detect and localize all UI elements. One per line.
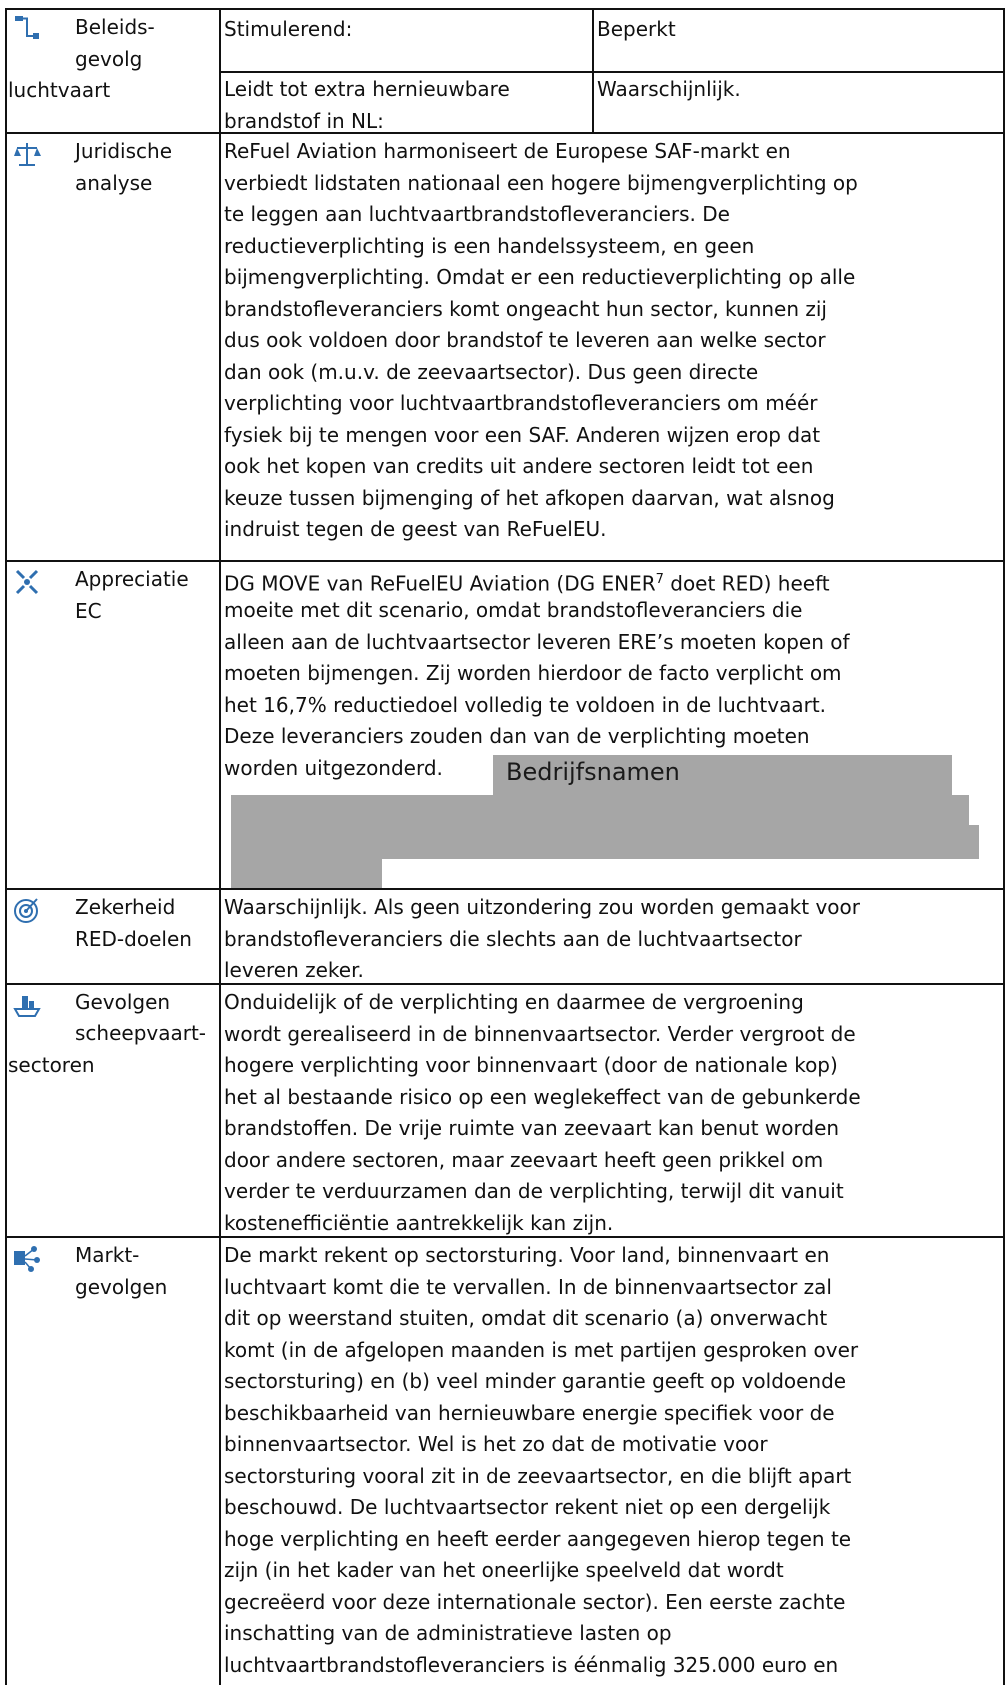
cell-stimulerend-value: Beperkt bbox=[597, 17, 676, 41]
footnote-marker: 7 bbox=[655, 572, 664, 587]
gevolgen-text: Onduidelijk of de verplichting en daarmee de vergroening wordt gerealiseerd in de binnenvaartsector. Verder vergroot de hogere verplichting voor binnenvaart (door de nationale kop) het al bestaande risico op een weglekeffect van de gebunkerde brandstoffen. De vrije ruimte van zeevaart kan benut worden door andere sectoren, maar zeevaart heeft geen prikkel om verder te verduurzamen dan de verplichting, terwijl dit vanuit kostenefficiëntie aantrekkelijk kan zijn. bbox=[224, 990, 861, 1235]
appreciatie-text: moeite met dit scenario, omdat brandstofleveranciers die alleen aan de luchtvaartsector leveren ERE’s moeten kopen of moeten bijmengen. Zij worden hierdoor de facto verplicht om het 16,7% reductiedoel volledig te voldoen in de luchtvaart. Deze leveranciers zouden dan van de verplichting moeten bbox=[224, 598, 850, 748]
ship-icon bbox=[13, 991, 41, 1019]
row-label-appreciatie: Appreciatie EC bbox=[75, 567, 189, 623]
row-label-juridisch: Juridische analyse bbox=[75, 139, 173, 195]
column-border bbox=[592, 8, 594, 133]
flow-icon bbox=[13, 14, 41, 42]
row-border bbox=[5, 8, 1005, 10]
appreciatie-last-line: worden uitgezonderd. bbox=[224, 756, 443, 780]
row-border bbox=[5, 888, 1005, 890]
cell-extra-brandstof-value: Waarschijnlijk. bbox=[597, 77, 741, 101]
network-icon bbox=[13, 1244, 41, 1272]
target-icon bbox=[13, 896, 41, 924]
redaction-block bbox=[231, 795, 969, 825]
markt-text: De markt rekent op sectorsturing. Voor land, binnenvaart en luchtvaart komt die te vervallen. In de binnenvaartsector zal dit op weerstand stuiten, omdat dit scenario (a) onverwacht komt (in de afgelopen maanden is met partijen gesproken over sectorsturing) en (b) veel minder garantie geeft op voldoende beschikbaarheid van hernieuwbare energie specifiek voor de binnenvaartsector. Wel is het zo dat de motivatie voor sectorsturing vooral zit in de zeevaartsector, en die blijft apart beschouwd. De luchtvaartsector rekent niet op een dergelijk hoge verplichting en heeft eerder aangegeven hierop tegen te zijn (in het kader van het oneerlijke speelveld dat wordt gecreëerd voor deze internationale sector). Een eerste zachte inschatting van de administratieve lasten op luchtvaartbrandstofleveranciers is éénmalig 325.000 euro en bbox=[224, 1243, 859, 1677]
row-border bbox=[5, 560, 1005, 562]
row-label-gevolgen-3: sectoren bbox=[8, 1053, 95, 1077]
redaction-block bbox=[231, 825, 979, 859]
cell-extra-brandstof-label: Leidt tot extra hernieuwbare brandstof in NL: bbox=[224, 77, 510, 133]
juridisch-text: ReFuel Aviation harmoniseert de Europese SAF-markt en verbiedt lidstaten nationaal een hogere bijmengverplichting op te leggen aan luchtvaartbrandstofleveranciers. De reductieverplichting is een handelssysteem, en geen bijmengverplichting. Omdat er een reductieverplichting op alle brandstofleveranciers komt ongeacht hun sector, kunnen zij dus ook voldoen door brandstof te leveren aan welke sector dan ook (m.u.v. de zeevaartsector). Dus geen directe verplichting voor luchtvaartbrandstofleveranciers om méér fysiek bij te mengen voor een SAF. Anderen wijzen erop dat ook het kopen van credits uit andere sectoren leidt tot een keuze tussen bijmenging of het afkopen daarvan, wat alsnog indruist tegen de geest van ReFuelEU. bbox=[224, 139, 858, 541]
row-label-gevolgen-2: scheepvaart- bbox=[75, 1021, 207, 1045]
row-label-gevolgen-1: Gevolgen bbox=[75, 990, 171, 1014]
appreciatie-text-2: doet RED) heeft bbox=[663, 571, 830, 596]
cell-stimulerend-label: Stimulerend: bbox=[224, 17, 353, 41]
eu-stars-icon bbox=[13, 568, 41, 596]
redaction-block bbox=[231, 859, 382, 888]
row-label-zekerheid: Zekerheid RED-doelen bbox=[75, 895, 192, 951]
redaction-label: Bedrijfsnamen bbox=[506, 758, 680, 786]
row-label-beleid-2: gevolg bbox=[75, 47, 143, 71]
row-border bbox=[219, 71, 1005, 73]
zekerheid-text: Waarschijnlijk. Als geen uitzondering zou worden gemaakt voor brandstofleveranciers die slechts aan de luchtvaartsector leveren zeker. bbox=[224, 895, 860, 982]
row-label-markt: Markt- gevolgen bbox=[75, 1243, 168, 1299]
column-border bbox=[1003, 8, 1005, 1685]
appreciatie-text-1: DG MOVE van ReFuelEU Aviation (DG ENER bbox=[224, 571, 656, 596]
column-border bbox=[219, 8, 221, 1685]
row-label-beleid-1: Beleids- bbox=[75, 15, 155, 39]
row-label-beleid-3: luchtvaart bbox=[8, 78, 111, 102]
scales-icon bbox=[13, 140, 41, 168]
column-border bbox=[5, 8, 7, 1685]
